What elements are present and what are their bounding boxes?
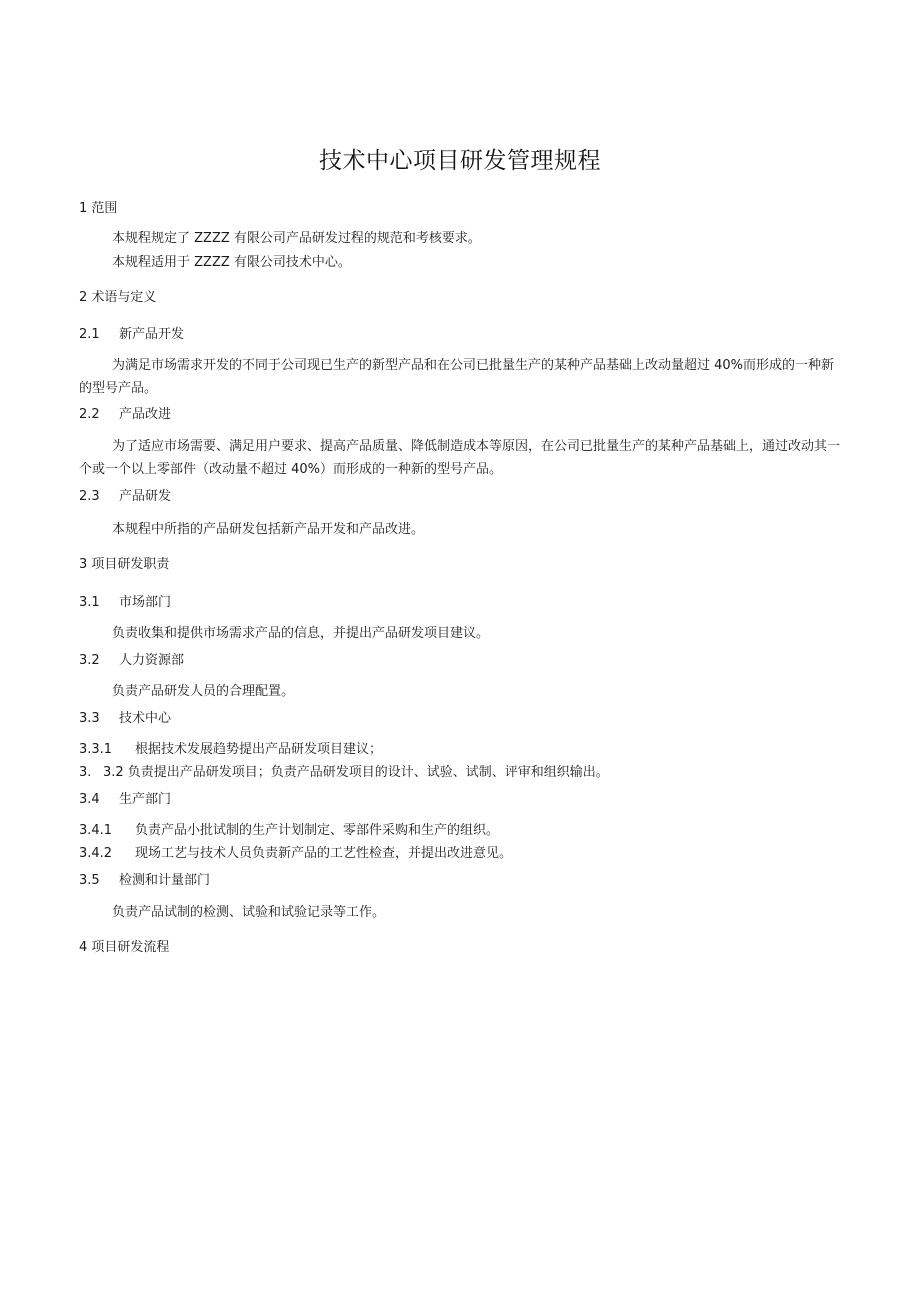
section-3-4-2-text: 现场工艺与技术人员负责新产品的工艺性检查，并提出改进意见。 [135, 846, 513, 861]
section-3-3-2-number: 3. [79, 765, 92, 780]
section-3-3-number: 3.3 [79, 711, 100, 726]
document-title: 技术中心项目研发管理规程 [319, 148, 601, 174]
section-3-5-text: 负责产品试制的检测、试验和试验记录等工作。 [112, 905, 386, 920]
section-3-5-number: 3.5 [79, 873, 100, 888]
section-2-1-label: 新产品开发 [119, 327, 185, 342]
section-2-3-label: 产品研发 [119, 489, 172, 504]
section-3-4-label: 生产部门 [119, 792, 172, 807]
section-3-2-text: 负责产品研发人员的合理配置。 [112, 684, 295, 699]
section-2-2-label: 产品改进 [119, 407, 172, 422]
section-3-3-2-text: 3.2 负责提出产品研发项目；负责产品研发项目的设计、试验、试制、评审和组织输出。 [103, 765, 609, 780]
section-3-4-1-number: 3.4.1 [79, 823, 113, 838]
section-2-2-text: 为了适应市场需要、满足用户要求、提高产品质量、降低制造成本等原因，在公司已批量生产的某种产品基础上，通过改动其一个或一个以上零部件（改动量不超过 40%）而形成的一种新的型号产品。 [79, 439, 841, 477]
section-2-heading: 2 术语与定义 [79, 290, 157, 305]
section-3-4-1-text: 负责产品小批试制的生产计划制定、零部件采购和生产的组织。 [135, 823, 500, 838]
section-3-5-label: 检测和计量部门 [119, 873, 211, 888]
section-2-3-number: 2.3 [79, 489, 100, 504]
section-3-3-1-number: 3.3.1 [79, 742, 113, 757]
section-2-1-number: 2.1 [79, 327, 100, 342]
section-3-3-1-text: 根据技术发展趋势提出产品研发项目建议； [135, 742, 383, 757]
section-2-2-number: 2.2 [79, 407, 100, 422]
section-3-4-number: 3.4 [79, 792, 100, 807]
section-3-4-2-number: 3.4.2 [79, 846, 113, 861]
section-3-1-number: 3.1 [79, 595, 100, 610]
section-2-1-text: 为满足市场需求开发的不同于公司现已生产的新型产品和在公司已批量生产的某种产品基础上改动量超过 40%而形成的一种新的型号产品。 [79, 358, 835, 396]
section-2-3-text: 本规程中所指的产品研发包括新产品开发和产品改进。 [112, 522, 425, 537]
section-3-2-label: 人力资源部 [119, 653, 185, 668]
section-3-1-label: 市场部门 [119, 595, 172, 610]
section-3-3-label: 技术中心 [119, 711, 172, 726]
section-3-2-number: 3.2 [79, 653, 100, 668]
section-3-heading: 3 项目研发职责 [79, 557, 170, 572]
section-1-paragraph-2: 本规程适用于 ZZZZ 有限公司技术中心。 [112, 255, 351, 270]
section-1-paragraph-1: 本规程规定了 ZZZZ 有限公司产品研发过程的规范和考核要求。 [112, 231, 481, 246]
section-4-heading: 4 项目研发流程 [79, 940, 170, 955]
section-1-heading: 1 范围 [79, 201, 118, 216]
section-3-1-text: 负责收集和提供市场需求产品的信息，并提出产品研发项目建议。 [112, 626, 490, 641]
